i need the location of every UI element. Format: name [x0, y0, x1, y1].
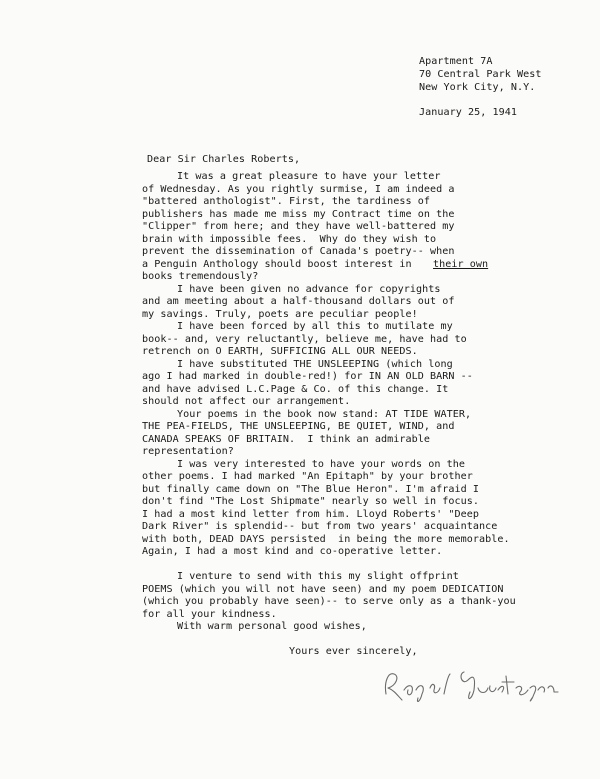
body-line: my savings. Truly, poets are peculiar people! — [142, 309, 418, 320]
body-line: retrench on O EARTH, SUFFICING ALL OUR NEEDS. — [142, 346, 418, 357]
body-line: I have substituted THE UNSLEEPING (which long — [177, 359, 453, 370]
body-line: brain with impossible fees. Why do they wish to — [142, 234, 437, 245]
body-line: of Wednesday. As you rightly surmise, I am indeed a — [142, 184, 455, 195]
closing-wishes: With warm personal good wishes, — [177, 621, 367, 632]
body-line: representation? — [142, 446, 234, 457]
body-line: ago I had marked in double-red!) for IN AN OLD BARN -- — [142, 371, 473, 382]
body-line: but finally came down on "The Blue Heron". I'm afraid I — [142, 484, 479, 495]
body-line: It was a great pleasure to have your letter — [177, 171, 441, 182]
body-line: I have been given no advance for copyrights — [177, 284, 441, 295]
body-line: Dark River" is splendid-- but from two years' acquaintance — [142, 521, 498, 532]
body-line: and have advised L.C.Page & Co. of this change. It — [142, 384, 449, 395]
body-line: and am meeting about a half-thousand dollars out of — [142, 296, 455, 307]
body-line: publishers has made me miss my Contract time on the — [142, 209, 455, 220]
body-line: Your poems in the book now stand: AT TIDE WATER, — [177, 409, 472, 420]
body-line: book-- and, very reluctantly, believe me, have had to — [142, 334, 467, 345]
body-line: for all your kindness. — [142, 609, 277, 620]
body-line: (which you probably have seen)-- to serve only as a thank-you — [142, 596, 516, 607]
body-line: I was very interested to have your words on the — [177, 459, 465, 470]
address-line-1: Apartment 7A — [419, 56, 493, 67]
body-line: with both, DEAD DAYS persisted in being the more memorable. — [142, 534, 510, 545]
body-line: books tremendously? — [142, 271, 259, 282]
underlined-phrase: their own — [433, 259, 489, 270]
body-line: "battered anthologist". First, the tardiness of — [142, 196, 430, 207]
body-line: "Clipper" from here; and they have well-battered my — [142, 221, 455, 232]
letter-date: January 25, 1941 — [419, 107, 518, 118]
body-line: should not affect our arrangement. — [142, 396, 351, 407]
salutation: Dear Sir Charles Roberts, — [147, 154, 301, 165]
body-line: prevent the dissemination of Canada's poetry-- when — [142, 246, 455, 257]
body-line: THE PEA-FIELDS, THE UNSLEEPING, BE QUIET, WIND, and — [142, 421, 455, 432]
body-line: Again, I had a most kind and co-operative letter. — [142, 546, 443, 557]
address-line-3: New York City, N.Y. — [419, 82, 536, 93]
body-line: CANADA SPEAKS OF BRITAIN. I think an admirable — [142, 434, 430, 445]
body-line: I venture to send with this my slight offprint — [177, 571, 459, 582]
body-line: I had a most kind letter from him. Lloyd Roberts' "Deep — [142, 509, 479, 520]
address-line-2: 70 Central Park West — [419, 69, 542, 80]
handwritten-signature — [378, 664, 568, 706]
complimentary-close: Yours ever sincerely, — [289, 646, 418, 657]
body-line: I have been forced by all this to mutilate my — [177, 321, 453, 332]
body-line: a Penguin Anthology should boost interest in — [142, 259, 412, 270]
body-line: don't find "The Lost Shipmate" nearly so well in focus. — [142, 496, 479, 507]
body-line: POEMS (which you will not have seen) and my poem DEDICATION — [142, 584, 504, 595]
body-line: other poems. I had marked "An Epitaph" by your brother — [142, 471, 473, 482]
